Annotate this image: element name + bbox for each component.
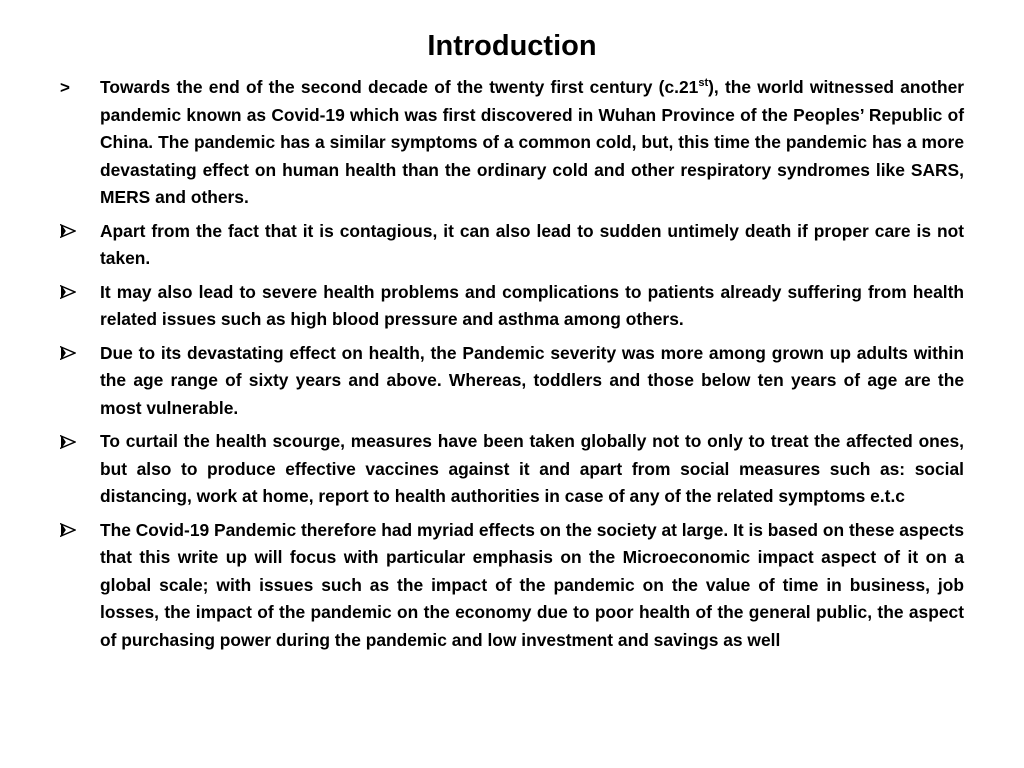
bullet-item xyxy=(60,517,964,655)
bullet-text: To curtail the health scourge, measures have been taken globally not to only to treat the affected ones, but also to produce effective vaccines against it and apart from social measures such as: social distancing, work at home, report to health authorities in case of any of the related symptoms e.t.c xyxy=(100,431,964,506)
bullet-item xyxy=(60,279,964,334)
bullet-item xyxy=(60,340,964,423)
intro-text-before: Towards the end of the second decade of the twenty first century (c.21 xyxy=(100,77,699,97)
arrow-check-bullet-icon xyxy=(60,279,100,307)
arrow-check-bullet-icon xyxy=(60,428,100,456)
intro-superscript: st xyxy=(698,77,709,90)
arrow-check-bullet-icon xyxy=(60,517,100,545)
slide-title: Introduction xyxy=(427,30,597,62)
intro-text-after: ), the world witnessed another pandemic known as Covid-19 which was first discovered in Wuhan Province of the Peoples’ Republic of China. The pandemic has a similar symptoms of a common cold, but, this time the pandemic has a more devastating effect on human health than the ordinary cold and other respiratory syndromes like SARS, MERS and others. xyxy=(100,77,965,207)
bullet-text: It may also lead to severe health problems and complications to patients already suffering from health related issues such as high blood pressure and asthma among others. xyxy=(100,281,964,329)
intro-marker: > xyxy=(60,78,70,97)
arrow-check-bullet-icon xyxy=(60,218,100,246)
arrow-check-bullet-icon xyxy=(60,340,100,368)
bullet-text: The Covid-19 Pandemic therefore had myriad effects on the society at large. It is based on these aspects that this write up will focus with particular emphasis on the Microeconomic impact aspect of it on a global scale; with issues such as the impact of the pandemic on the value of time in business, job losses, the impact of the pandemic on the economy due to poor health of the general public, the aspect of purchasing power during the pandemic and low investment and savings as well xyxy=(100,519,965,650)
bullet-item xyxy=(60,428,964,511)
intro-text xyxy=(100,74,964,212)
slide-content xyxy=(60,74,964,660)
intro-item xyxy=(60,74,964,212)
bullet-text: Apart from the fact that it is contagious, it can also lead to sudden untimely death if proper care is not taken. xyxy=(100,220,964,268)
bullet-item xyxy=(60,218,964,273)
bullet-text: Due to its devastating effect on health, the Pandemic severity was more among grown up adults within the age range of sixty years and above. Whereas, toddlers and those below ten years of age are the most vulnerable. xyxy=(100,342,964,418)
